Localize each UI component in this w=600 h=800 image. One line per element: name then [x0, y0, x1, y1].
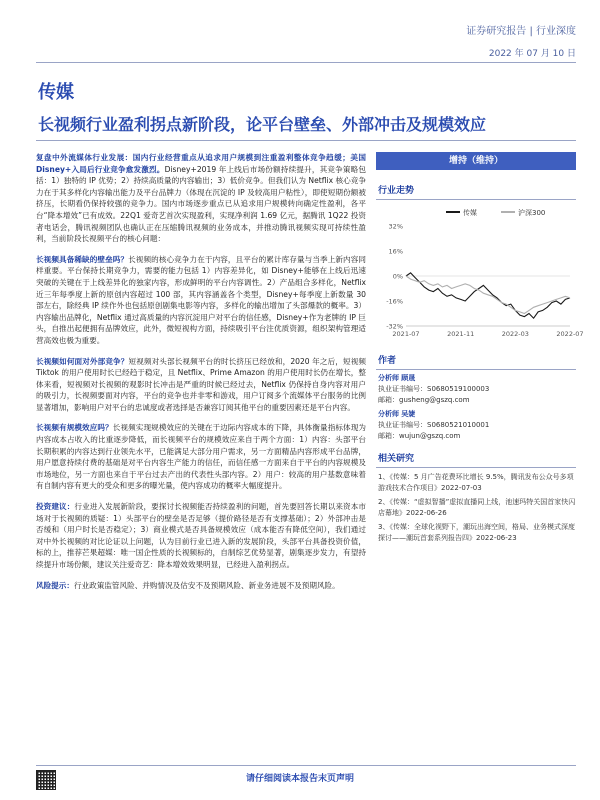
paragraph-competition — [36, 356, 366, 414]
related-heading: 相关研究 — [376, 448, 576, 468]
author-1 — [378, 373, 576, 406]
y-tick-label: 16% — [388, 247, 403, 256]
author-email[interactable]: 邮箱：wujun@gszq.com — [378, 432, 461, 440]
rating-badge: 增持（维持） — [376, 152, 576, 170]
paragraph-text: 行业进入发展新阶段，要探讨长视频能否持续盈利的问题，首先要回答长期以来资本市场对于长视频的质疑：1）头部平台的壁垒是否足够（提价路径是否有支撑基础）；2）外部冲击是否缓和（用户时长是否稳定）；3）商业模式是否具备规模效应（成本能否有降低空间），我们通过对中外长视频的对比论证以上问题，认为目前行业已进入新的发展阶段，头部平台具备投资价值，标的上，推荐芒果超媒：唯一国企性质的长视频标的，自制综艺优势显著，剧集逐步发力，有望持续提升市场份额，建议关注爱奇艺：降本增效效果明显，已经进入盈利拐点。 — [36, 502, 367, 569]
author-2 — [378, 409, 576, 442]
y-tick-label: 0% — [392, 272, 403, 281]
footer-divider — [36, 765, 576, 766]
title-divider — [36, 140, 576, 141]
series-line — [406, 273, 570, 318]
trend-chart-svg — [376, 204, 584, 344]
header-divider — [36, 62, 576, 63]
paragraph-lead: 长视频具备稀缺的壁垒吗？ — [36, 254, 129, 264]
author-role: 分析师 — [378, 410, 399, 418]
author-cert: 执业证书编号：S0680519100003 — [378, 385, 490, 393]
footer-disclaimer: 请仔细阅读本报告末页声明 — [245, 774, 354, 784]
y-tick-label: 32% — [388, 222, 403, 231]
paragraph-lead: 风险提示： — [36, 580, 74, 590]
paragraph-text: 短视频对头部长视频平台的时长挤压已经放和，2020 年之后，短视频 Tiktok 的用户使用时长已经趋于稳定，且 Netflix、Prime Amazon 的用户使用时长仍在增长，整体来看，短视频对长视频的观影时长冲击是严重的时候已经过去，Netflix 仍保持自身内容对用户的吸引力，长视频要面对内容，平台的竞争也并非零和游戏，用户订阅多个流媒体平台服务的比例显著增加，影响用户对平台的忠诚度或者选择是否兼容订阅其他平台的重要因素还是平台内容。 — [36, 356, 366, 412]
sidebar — [376, 152, 584, 547]
author-role: 分析师 — [378, 374, 399, 382]
x-tick-label: 2022-03 — [501, 330, 529, 338]
report-title: 长视频行业盈利拐点新阶段，论平台壁垒、外部冲击及规模效应 — [38, 115, 487, 134]
author-email[interactable]: 邮箱：gusheng@gszq.com — [378, 396, 470, 404]
paragraph-risk — [36, 580, 366, 592]
x-tick-label: 2022-07 — [556, 330, 584, 338]
y-tick-label: -32% — [386, 322, 403, 331]
paragraph-lead: 复盘中外流媒体行业发展：国内行业经营重点从追求用户规模到注重盈利整体竞争趋缓；美国 Disney+入局后行业竞争愈发激烈。 — [36, 153, 366, 174]
legend-label: 沪深300 — [518, 209, 546, 217]
trend-heading: 行业走势 — [376, 180, 576, 200]
paragraph-investment — [36, 501, 366, 571]
paragraph-barrier — [36, 254, 366, 347]
paragraph-lead: 长视频有规模效应吗？ — [36, 423, 113, 433]
related-item[interactable]: 2、《传媒：“虚拟智播”虚拟直播同上线，池速玛特关国首家快闪店幕地》2022-06-26 — [378, 498, 576, 517]
paragraph-lead: 长视频如何面对外部竞争？ — [36, 356, 129, 366]
paragraph-text: Disney+2019 年上线后市场份额持续提升，其竞争策略包括：1）独特的 IP 优势；2）持续高质量的内容输出；3）低价竞争。但我们认为 Netflix 核心竞争力在于其多样化内容输出能力及平台品牌力（体现在沉淀的 IP 及较高用户粘性），即使短期份额被挤压，长期看仍保持较强的竞争力。国内市场逐步重点已从追求用户规模转向确定性盈利，各平台“降本增效”已有成效。22Q1 爱奇艺首次实现盈利，实现净利润 1.69 亿元，据腾讯 1Q22 投资者电话会，腾讯视频团队也确认正在压缩腾讯视频的业务成本，并推动腾讯视频实现可持续性盈利，当前阶段长视频平台的核心问题： — [36, 164, 366, 244]
sector-name: 传媒 — [38, 82, 74, 103]
paragraph-review — [36, 152, 366, 245]
related-item[interactable]: 3、《传媒：全球化视野下，潮玩出海空间，格局、业务模式深度探讨——潮玩首套系列报告四》2022-06-23 — [378, 523, 575, 542]
paragraph-scale — [36, 422, 366, 492]
paragraph-lead: 投资建议： — [36, 502, 75, 512]
legend-label: 传媒 — [463, 209, 477, 217]
x-tick-label: 2021-11 — [447, 330, 475, 338]
author-name: 吴婕 — [401, 410, 416, 418]
report-date: 2022 年 07 月 10 日 — [488, 49, 576, 59]
paragraph-text: 长视频实现规模效应的关键在于边际内容成本的下降，具体衡量指标体现为内容成本占收入的比重逐步降低，而长视频平台的规模效应来自于两个方面：1）内容：头部平台长期积累的内容达到行业领先水平，已能满足大部分用户需求，另一方面精品内容形成平台品牌，用户愿意持续付费的基础是对平台内容生产能力的信任，而信任感一方面来自于平台的内容规模及市场地位，另一方面也来自于平台过去产出的代表性头部内容。2）用户：较高的用户基数意味着有自制内容有更大的受众和更多的曝光量，使内容成功的概率大幅度提升。 — [36, 423, 366, 491]
related-item[interactable]: 1、《传媒：5 月广告花费环比增长 9.5%，腾讯发布公众号多项游戏技术合作项目》2022-07-03 — [378, 473, 574, 492]
author-name: 顾晟 — [401, 374, 416, 382]
trend-chart — [376, 204, 584, 344]
author-cert: 执业证书编号：S0680521010001 — [378, 421, 490, 429]
y-tick-label: -16% — [386, 297, 403, 306]
paragraph-text: 长视频的核心竞争力在于内容，且平台的累计库存量与当季上新内容同样重要。平台保持长期竞争力，需要的能力包括 1）内容差异化，如 Disney+能够在上线后迅速突破的关键在于上线差异化的独家内容，形成鲜明的平台内容调性。2）产品组合多样化，Netflix 近三年每季度上新的原创内容超过 100 部，其内容涵盖各个类型，Disney+每季度上新数量 30 部左右，除经典 IP 续作外也包括原创剧集电影等内容，多样化的输出增加了头部爆款的概率。3）内容输出品牌化，Netflix 通过高质量的内容沉淀用户对平台的信任感，Disney+作为老牌的 IP 巨头，自推出起便拥有品牌效应，此外，微短视构方面，持续吸引平台注优质资源，组织架构管理适营高效也极为重要。 — [36, 254, 367, 345]
x-tick-label: 2021-07 — [392, 330, 420, 338]
authors-heading: 作者 — [376, 350, 576, 370]
report-type-tags: 证券研究报告 | 行业深度 — [466, 26, 576, 37]
paragraph-text: 行业政策监管风险、并购情况及估安不及预期风险、新业务进展不及预期风险。 — [73, 580, 340, 590]
related-list — [378, 472, 576, 544]
body-column — [36, 152, 366, 600]
